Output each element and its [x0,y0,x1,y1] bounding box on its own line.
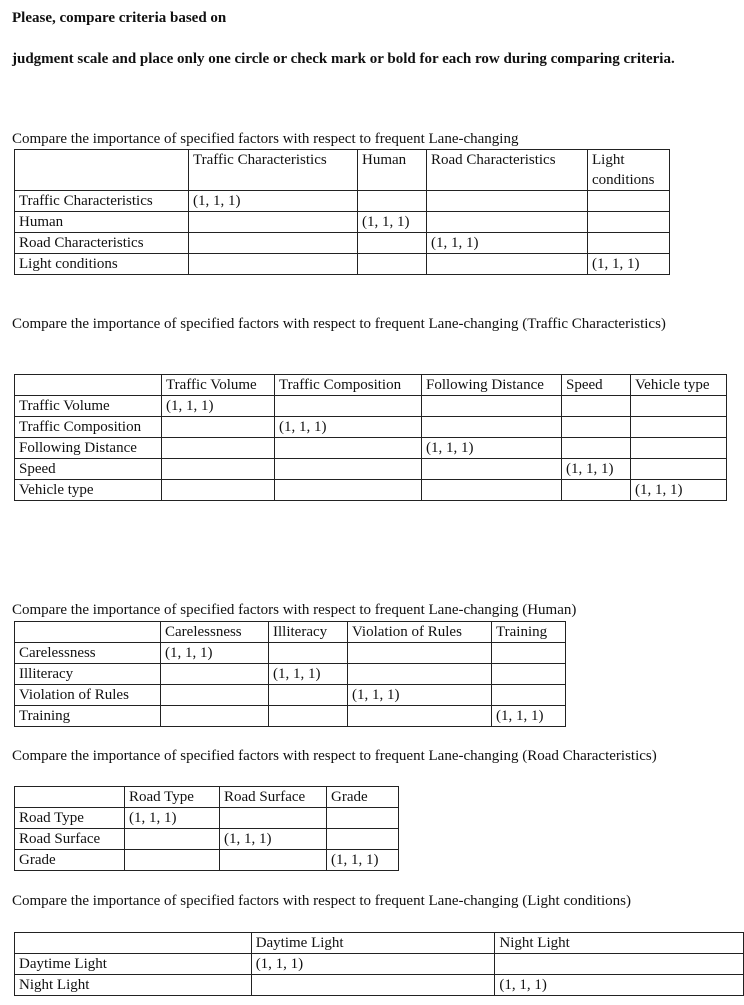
table-row [15,975,744,996]
row-header: Vehicle type [15,480,162,501]
row-header: Road Surface [15,829,125,850]
column-header: Illiteracy [269,622,348,643]
comparison-cell[interactable] [348,706,492,727]
diagonal-cell[interactable]: (1, 1, 1) [251,954,495,975]
light-table-caption: Compare the importance of specified factors with respect to frequent Lane-changing (Light conditions) [12,893,631,909]
comparison-cell[interactable] [327,808,399,829]
comparison-cell[interactable] [562,417,631,438]
row-header: Following Distance [15,438,162,459]
row-header: Traffic Volume [15,396,162,417]
comparison-cell[interactable] [588,233,670,254]
column-header: Light conditions [588,150,670,191]
comparison-cell[interactable] [358,254,427,275]
human-comparison-table [14,621,566,727]
instruction-line-2: judgment scale and place only one circle or check mark or bold for each row during comparing criteria. [12,51,675,67]
comparison-cell[interactable] [220,850,327,871]
comparison-cell[interactable] [348,643,492,664]
comparison-cell[interactable] [251,975,495,996]
corner-cell [15,622,161,643]
comparison-cell[interactable] [631,459,727,480]
comparison-cell[interactable] [161,664,269,685]
comparison-cell[interactable] [588,191,670,212]
row-header: Traffic Characteristics [15,191,189,212]
comparison-cell[interactable] [588,212,670,233]
comparison-cell[interactable] [189,212,358,233]
table-row [15,233,670,254]
table-row [15,933,744,954]
column-header: Speed [562,375,631,396]
table-row [15,685,566,706]
table-row [15,808,399,829]
table-row [15,664,566,685]
row-header: Road Characteristics [15,233,189,254]
comparison-cell[interactable] [358,191,427,212]
comparison-cell[interactable] [631,417,727,438]
diagonal-cell[interactable]: (1, 1, 1) [327,850,399,871]
comparison-cell[interactable] [161,685,269,706]
comparison-cell[interactable] [269,706,348,727]
table-row [15,954,744,975]
instruction-line-1: Please, compare criteria based on [12,10,227,26]
row-header: Night Light [15,975,252,996]
column-header: Training [492,622,566,643]
comparison-cell[interactable] [162,459,275,480]
comparison-cell[interactable] [269,685,348,706]
diagonal-cell[interactable]: (1, 1, 1) [189,191,358,212]
comparison-cell[interactable] [631,438,727,459]
comparison-cell[interactable] [495,954,744,975]
light-comparison-table [14,932,744,996]
traffic-table-caption: Compare the importance of specified factors with respect to frequent Lane-changing (Traffic Characteristics) [12,316,666,332]
row-header: Speed [15,459,162,480]
comparison-cell[interactable] [422,459,562,480]
column-header: Violation of Rules [348,622,492,643]
traffic-comparison-table [14,374,727,501]
column-header: Daytime Light [251,933,495,954]
human-table-caption: Compare the importance of specified factors with respect to frequent Lane-changing (Human) [12,602,577,618]
diagonal-cell[interactable]: (1, 1, 1) [220,829,327,850]
corner-cell [15,150,189,191]
comparison-cell[interactable] [220,808,327,829]
table-row [15,254,670,275]
column-header: Road Type [125,787,220,808]
comparison-cell[interactable] [275,438,422,459]
diagonal-cell[interactable]: (1, 1, 1) [631,480,727,501]
table-row [15,643,566,664]
table-row [15,417,727,438]
diagonal-cell[interactable]: (1, 1, 1) [348,685,492,706]
row-header: Human [15,212,189,233]
diagonal-cell[interactable]: (1, 1, 1) [358,212,427,233]
corner-cell [15,787,125,808]
comparison-cell[interactable] [275,480,422,501]
comparison-cell[interactable] [189,254,358,275]
road-comparison-table [14,786,399,871]
diagonal-cell[interactable]: (1, 1, 1) [422,438,562,459]
comparison-cell[interactable] [492,685,566,706]
table-row [15,438,727,459]
table-row [15,212,670,233]
main-comparison-table [14,149,670,275]
table-row [15,706,566,727]
diagonal-cell[interactable]: (1, 1, 1) [492,706,566,727]
comparison-cell[interactable] [358,233,427,254]
road-table-caption: Compare the importance of specified factors with respect to frequent Lane-changing (Road Characteristics) [12,748,657,764]
corner-cell [15,933,252,954]
comparison-cell[interactable] [492,643,566,664]
diagonal-cell[interactable]: (1, 1, 1) [161,643,269,664]
comparison-cell[interactable] [427,212,588,233]
column-header: Night Light [495,933,744,954]
row-header: Illiteracy [15,664,161,685]
comparison-cell[interactable] [631,396,727,417]
row-header: Carelessness [15,643,161,664]
column-header: Traffic Volume [162,375,275,396]
column-header: Carelessness [161,622,269,643]
comparison-cell[interactable] [162,480,275,501]
row-header: Grade [15,850,125,871]
table-row [15,150,670,191]
row-header: Light conditions [15,254,189,275]
comparison-cell[interactable] [162,438,275,459]
table-row [15,480,727,501]
column-header: Road Surface [220,787,327,808]
column-header: Road Characteristics [427,150,588,191]
row-header: Traffic Composition [15,417,162,438]
column-header: Human [358,150,427,191]
column-header: Vehicle type [631,375,727,396]
diagonal-cell[interactable]: (1, 1, 1) [588,254,670,275]
comparison-cell[interactable] [562,396,631,417]
main-table-caption: Compare the importance of specified factors with respect to frequent Lane-changing [12,131,519,147]
comparison-cell[interactable] [492,664,566,685]
comparison-cell[interactable] [562,480,631,501]
column-header: Grade [327,787,399,808]
row-header: Training [15,706,161,727]
column-header: Traffic Composition [275,375,422,396]
diagonal-cell[interactable]: (1, 1, 1) [495,975,744,996]
diagonal-cell[interactable]: (1, 1, 1) [162,396,275,417]
comparison-cell[interactable] [125,829,220,850]
comparison-cell[interactable] [427,191,588,212]
comparison-cell[interactable] [161,706,269,727]
comparison-cell[interactable] [162,417,275,438]
comparison-cell[interactable] [422,417,562,438]
column-header: Following Distance [422,375,562,396]
table-row [15,191,670,212]
comparison-cell[interactable] [275,396,422,417]
comparison-cell[interactable] [327,829,399,850]
comparison-cell[interactable] [427,254,588,275]
diagonal-cell[interactable]: (1, 1, 1) [125,808,220,829]
row-header: Violation of Rules [15,685,161,706]
comparison-cell[interactable] [562,438,631,459]
comparison-cell[interactable] [422,480,562,501]
diagonal-cell[interactable]: (1, 1, 1) [562,459,631,480]
table-row [15,459,727,480]
comparison-cell[interactable] [348,664,492,685]
comparison-cell[interactable] [189,233,358,254]
table-row [15,375,727,396]
table-row [15,787,399,808]
comparison-cell[interactable] [422,396,562,417]
column-header: Traffic Characteristics [189,150,358,191]
comparison-cell[interactable] [275,459,422,480]
diagonal-cell[interactable]: (1, 1, 1) [269,664,348,685]
table-row [15,396,727,417]
table-row [15,829,399,850]
table-row [15,850,399,871]
table-row [15,622,566,643]
comparison-cell[interactable] [269,643,348,664]
diagonal-cell[interactable]: (1, 1, 1) [427,233,588,254]
diagonal-cell[interactable]: (1, 1, 1) [275,417,422,438]
comparison-cell[interactable] [125,850,220,871]
row-header: Road Type [15,808,125,829]
row-header: Daytime Light [15,954,252,975]
corner-cell [15,375,162,396]
